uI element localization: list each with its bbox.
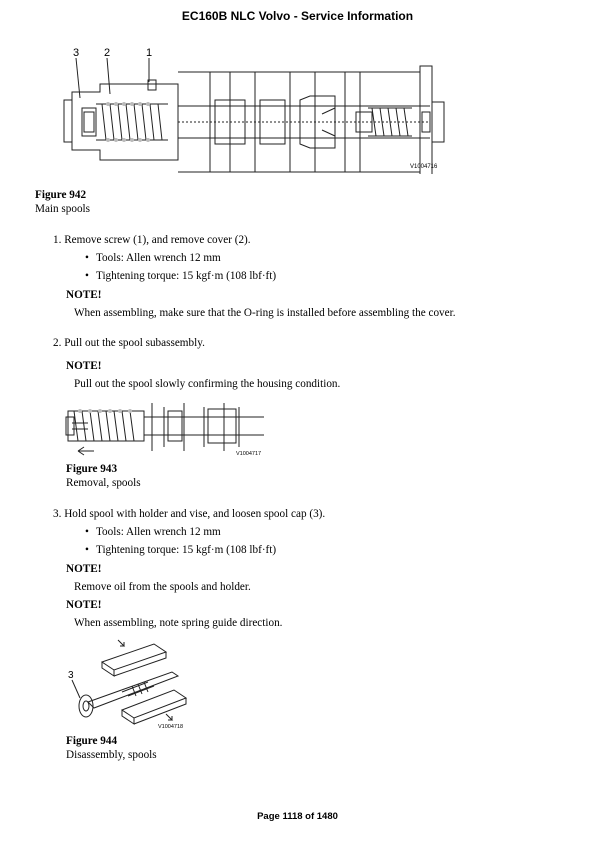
page-number: Page 1118 of 1480 bbox=[257, 811, 338, 822]
main-spools-drawing bbox=[60, 42, 450, 174]
step-1-bullet-tools: • Tools: Allen wrench 12 mm bbox=[96, 251, 221, 265]
document-header: EC160B NLC Volvo - Service Information bbox=[181, 9, 414, 23]
step-1: 1. Remove screw (1), and remove cover (2). bbox=[53, 234, 251, 246]
note-label: NOTE! bbox=[66, 360, 102, 372]
note-text: When assembling, make sure that the O-ring is installed before assembling the cover. bbox=[74, 307, 456, 319]
step-3-bullet-tools: • Tools: Allen wrench 12 mm bbox=[96, 525, 221, 539]
disassembly-spools-drawing bbox=[62, 632, 194, 732]
note-text: Remove oil from the spools and holder. bbox=[74, 581, 251, 593]
callout-2: 2 bbox=[103, 47, 111, 59]
step-2: 2. Pull out the spool subassembly. bbox=[53, 337, 205, 349]
removal-spools-drawing bbox=[64, 397, 269, 459]
step-3-bullet-torque: • Tightening torque: 15 kgf·m (108 lbf·ft) bbox=[96, 543, 276, 557]
figure-944-caption: Disassembly, spools bbox=[66, 749, 157, 761]
figure-942-label: Figure 942 bbox=[35, 189, 87, 201]
figure-943-caption: Removal, spools bbox=[66, 477, 141, 489]
callout-1: 1 bbox=[145, 47, 153, 59]
callout-3: 3 bbox=[72, 47, 80, 59]
note-label: NOTE! bbox=[66, 289, 102, 301]
note-text: Pull out the spool slowly confirming the housing condition. bbox=[74, 378, 341, 390]
figure-code: V1004716 bbox=[410, 164, 438, 170]
figure-944-label: Figure 944 bbox=[66, 735, 118, 747]
figure-code: V1004717 bbox=[236, 451, 262, 457]
step-3: 3. Hold spool with holder and vise, and loosen spool cap (3). bbox=[53, 508, 326, 520]
note-text: When assembling, note spring guide direction. bbox=[74, 617, 283, 629]
figure-code: V1004718 bbox=[158, 724, 184, 730]
figure-942-caption: Main spools bbox=[35, 203, 91, 215]
note-label: NOTE! bbox=[66, 563, 102, 575]
figure-943-label: Figure 943 bbox=[66, 463, 118, 475]
step-1-bullet-torque: • Tightening torque: 15 kgf·m (108 lbf·ft) bbox=[96, 269, 276, 283]
note-label: NOTE! bbox=[66, 599, 102, 611]
callout-3: 3 bbox=[68, 670, 74, 681]
